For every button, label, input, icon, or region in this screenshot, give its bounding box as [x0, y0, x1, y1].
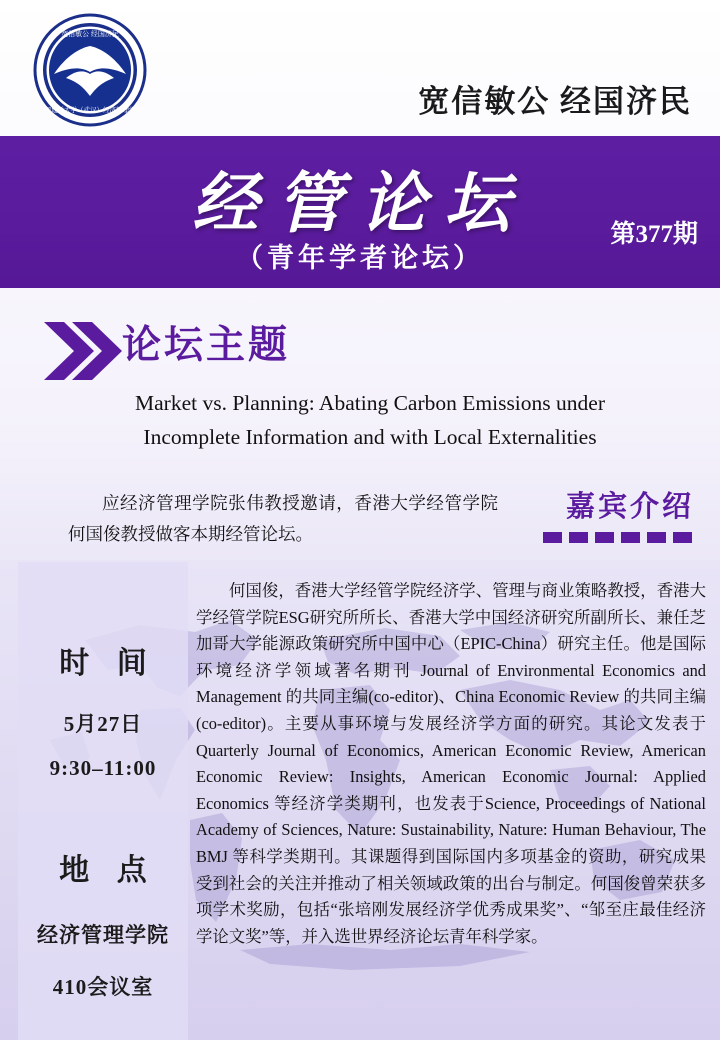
svg-text:宽信敏公 经国济民: 宽信敏公 经国济民 [61, 30, 119, 38]
place-label: 地 点 [59, 854, 157, 887]
forum-banner [0, 136, 720, 288]
event-place-line-1: 经济管理学院 [37, 923, 169, 947]
event-place-line-2: 410会议室 [52, 975, 154, 999]
topic-label: 论坛主题 [122, 324, 291, 367]
poster-header [0, 0, 720, 136]
event-info-panel [18, 562, 188, 1040]
event-time-range: 9:30–11:00 [49, 756, 157, 780]
double-chevron-icon [42, 320, 122, 382]
svg-text:中国地质大学（武汉）经济管理学院: 中国地质大学（武汉）经济管理学院 [38, 107, 142, 114]
forum-subtitle: （青年学者论坛） [236, 243, 484, 273]
forum-title: 经管论坛 [192, 168, 528, 241]
topic-section [0, 314, 720, 484]
guest-intro-heading: 嘉宾介绍 [565, 491, 694, 523]
guest-biography: 何国俊，香港大学经管学院经济学、管理与商业策略教授，香港大学经管学院ESG研究所所长、香港大学中国经济研究所副所长、兼任芝加哥大学能源政策研究所中国中心（EPIC-China）研究主任。他是国际环境经济学领域著名期刊 Journal of Environmental Economics and Management 的共同主编(co-editor)、China Economic Review 的共同主编(co-editor)。主要从事环境与发展经济学方面的研究。其论文发表于 Quarterly Journal of Economics, American Economic Review, American Economic Review: Insights, American Economic Journal: Applied Economics 等经济学类期刊，也发表于Science, Proceedings of National Academy of Sciences, Nature: Sustainability, Nature: Human Behaviour, The BMJ 等科学类期刊。其课题得到国际国内多项基金的资助，研究成果受到社会的关注并推动了相关领域政策的出台与制定。何国俊曾荣获多项学术奖励，包括“张培刚发展经济学优秀成果奖”、“邹至庄最佳经济学论文奖”等，并入选世界经济论坛青年科学家。 [196, 581, 706, 946]
issue-number: 第377期 [610, 221, 698, 248]
university-emblem-icon [32, 12, 148, 128]
event-date: 5月27日 [63, 712, 143, 736]
details-section [0, 562, 720, 1040]
university-motto: 宽信敏公 经国济民 [418, 84, 692, 119]
topic-title-line-1: Market vs. Planning: Abating Carbon Emissions under [135, 391, 605, 415]
invitation-text: 应经济管理学院张伟教授邀请，香港大学经管学院何国俊教授做客本期经管论坛。 [68, 493, 498, 544]
topic-title-line-2: Incomplete Information and with Local Externalities [143, 425, 597, 449]
dashed-divider [543, 532, 692, 543]
time-label: 时 间 [59, 647, 157, 680]
topic-title [50, 386, 690, 454]
